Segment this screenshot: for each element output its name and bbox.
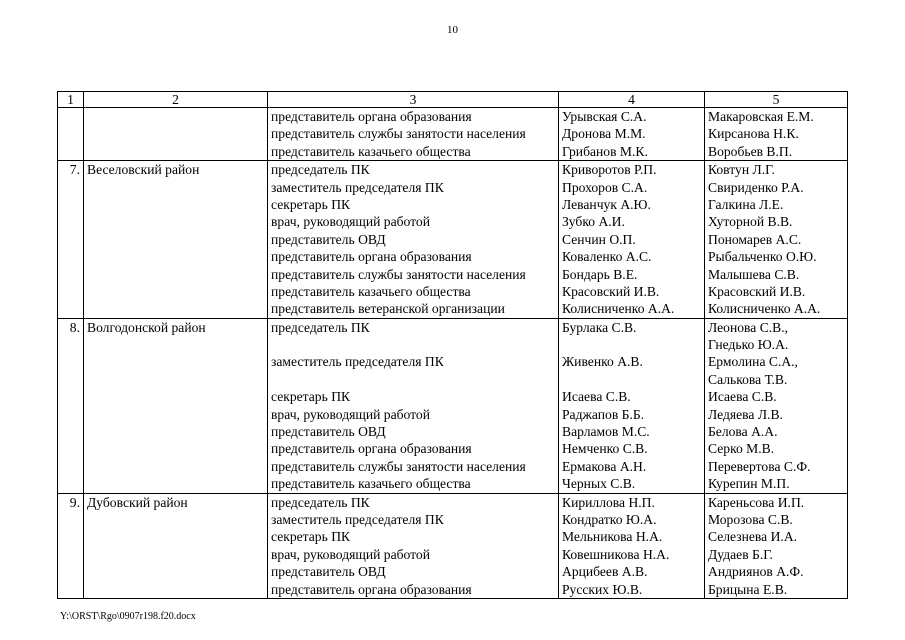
member-name: Ермакова А.Н. bbox=[562, 458, 647, 474]
reserve-name: Перевертова С.Ф. bbox=[708, 458, 811, 474]
header-col-1: 1 bbox=[58, 92, 84, 108]
role-line: председатель ПК bbox=[271, 162, 370, 178]
role-line: заместитель председателя ПК bbox=[271, 179, 444, 195]
reserve-name: Брицына Е.В. bbox=[708, 581, 788, 597]
reserve-cell bbox=[705, 161, 848, 319]
table-header-row bbox=[58, 92, 848, 108]
member-name: Кондратко Ю.А. bbox=[562, 511, 657, 527]
reserve-name: Ковтун Л.Г. bbox=[708, 162, 775, 178]
reserve-name: Андриянов А.Ф. bbox=[708, 564, 804, 580]
role-line: представитель казачьего общества bbox=[271, 476, 471, 492]
reserve-name: Пономарев А.С. bbox=[708, 231, 802, 247]
member-name: Черных С.В. bbox=[562, 476, 636, 492]
table-row bbox=[58, 108, 848, 161]
district-name: Дубовский район bbox=[84, 493, 268, 598]
role-line: представитель казачьего общества bbox=[271, 143, 471, 159]
role-line: секретарь ПК bbox=[271, 389, 351, 405]
district-name: Веселовский район bbox=[84, 161, 268, 319]
district-name bbox=[84, 108, 268, 161]
member-name: Зубко А.И. bbox=[562, 214, 625, 230]
reserve-name: Галкина Л.Е. bbox=[708, 196, 784, 212]
district-name: Волгодонской район bbox=[84, 318, 268, 493]
member-name: Дронова М.М. bbox=[562, 126, 646, 142]
member-name: Леванчук А.Ю. bbox=[562, 196, 651, 212]
page-number: 10 bbox=[447, 24, 458, 36]
role-line: представитель органа образования bbox=[271, 109, 472, 124]
reserve-name: Колисниченко А.А. bbox=[708, 301, 821, 317]
member-name: Исаева С.В. bbox=[562, 389, 631, 405]
member-name: Арцибеев А.В. bbox=[562, 564, 648, 580]
reserve-cell bbox=[705, 318, 848, 493]
footer-file-path: Y:\ORST\Rgo\0907r198.f20.docx bbox=[60, 611, 196, 622]
member-name bbox=[562, 336, 701, 353]
role-cell bbox=[268, 318, 559, 493]
header-col-4: 4 bbox=[559, 92, 705, 108]
member-name: Бондарь В.Е. bbox=[562, 266, 638, 282]
role-line: председатель ПК bbox=[271, 319, 370, 335]
role-line: представитель казачьего общества bbox=[271, 283, 471, 299]
role-line: представитель органа образования bbox=[271, 441, 472, 457]
reserve-name: Ермолина С.А., bbox=[708, 354, 798, 370]
role-line: врач, руководящий работой bbox=[271, 546, 430, 562]
role-line: секретарь ПК bbox=[271, 529, 351, 545]
role-line: врач, руководящий работой bbox=[271, 406, 430, 422]
role-line: представитель органа образования bbox=[271, 249, 472, 265]
commission-table bbox=[57, 91, 848, 599]
member-name: Ковешникова Н.А. bbox=[562, 546, 670, 562]
reserve-name: Морозова С.В. bbox=[708, 511, 793, 527]
role-cell bbox=[268, 161, 559, 319]
member-cell bbox=[559, 108, 705, 161]
role-line: заместитель председателя ПК bbox=[271, 354, 444, 370]
role-line: представитель службы занятости населения bbox=[271, 266, 526, 282]
member-name: Сенчин О.П. bbox=[562, 231, 636, 247]
member-name: Живенко А.В. bbox=[562, 354, 643, 370]
reserve-name: Макаровская Е.М. bbox=[708, 109, 814, 124]
reserve-name: Свириденко Р.А. bbox=[708, 179, 804, 195]
reserve-name: Белова А.А. bbox=[708, 424, 778, 440]
reserve-name: Кирсанова Н.К. bbox=[708, 126, 799, 142]
reserve-cell bbox=[705, 108, 848, 161]
reserve-name: Рыбальченко О.Ю. bbox=[708, 249, 817, 265]
reserve-name: Ледяева Л.В. bbox=[708, 406, 783, 422]
member-name: Грибанов М.К. bbox=[562, 143, 648, 159]
member-name bbox=[562, 371, 701, 388]
reserve-name: Селезнева И.А. bbox=[708, 529, 798, 545]
member-cell bbox=[559, 161, 705, 319]
header-col-2: 2 bbox=[84, 92, 268, 108]
member-name: Коваленко А.С. bbox=[562, 249, 652, 265]
member-name: Урывская С.А. bbox=[562, 109, 647, 124]
member-name: Прохоров С.А. bbox=[562, 179, 648, 195]
member-name: Варламов М.С. bbox=[562, 424, 650, 440]
reserve-name: Красовский И.В. bbox=[708, 283, 806, 299]
reserve-name: Малышева С.В. bbox=[708, 266, 800, 282]
role-cell bbox=[268, 493, 559, 598]
member-cell bbox=[559, 493, 705, 598]
role-line: представитель службы занятости населения bbox=[271, 458, 526, 474]
role-line: врач, руководящий работой bbox=[271, 214, 430, 230]
row-number: 7. bbox=[58, 161, 84, 319]
role-line bbox=[271, 371, 555, 388]
member-name: Колисниченко А.А. bbox=[562, 301, 675, 317]
reserve-cell bbox=[705, 493, 848, 598]
role-line: секретарь ПК bbox=[271, 196, 351, 212]
reserve-name: Дудаев Б.Г. bbox=[708, 546, 773, 562]
header-col-3: 3 bbox=[268, 92, 559, 108]
member-name: Русских Ю.В. bbox=[562, 581, 643, 597]
role-line: представитель службы занятости населения bbox=[271, 126, 526, 142]
member-name: Раджапов Б.Б. bbox=[562, 406, 645, 422]
table-row bbox=[58, 493, 848, 598]
role-line: председатель ПК bbox=[271, 494, 370, 510]
table-row bbox=[58, 161, 848, 319]
header-col-5: 5 bbox=[705, 92, 848, 108]
reserve-name: Салькова Т.В. bbox=[708, 371, 788, 387]
row-number: 9. bbox=[58, 493, 84, 598]
reserve-name: Гнедько Ю.А. bbox=[708, 337, 789, 353]
member-cell bbox=[559, 318, 705, 493]
member-name: Бурлака С.В. bbox=[562, 319, 637, 335]
member-name: Криворотов Р.П. bbox=[562, 162, 657, 178]
role-line: представитель ОВД bbox=[271, 231, 386, 247]
member-name: Красовский И.В. bbox=[562, 283, 660, 299]
reserve-name: Воробьев В.П. bbox=[708, 143, 793, 159]
reserve-name: Серко М.В. bbox=[708, 441, 775, 457]
reserve-name: Исаева С.В. bbox=[708, 389, 777, 405]
role-cell bbox=[268, 108, 559, 161]
role-line: представитель ветеранской организации bbox=[271, 301, 505, 317]
member-name: Мельникова Н.А. bbox=[562, 529, 663, 545]
member-name: Немченко С.В. bbox=[562, 441, 648, 457]
row-number bbox=[58, 108, 84, 161]
row-number: 8. bbox=[58, 318, 84, 493]
role-line: представитель органа образования bbox=[271, 581, 472, 597]
role-line: представитель ОВД bbox=[271, 424, 386, 440]
role-line: представитель ОВД bbox=[271, 564, 386, 580]
role-line bbox=[271, 336, 555, 353]
role-line: заместитель председателя ПК bbox=[271, 511, 444, 527]
reserve-name: Леонова С.В., bbox=[708, 319, 789, 335]
reserve-name: Кареньсова И.П. bbox=[708, 494, 805, 510]
reserve-name: Курепин М.П. bbox=[708, 476, 790, 492]
reserve-name: Хуторной В.В. bbox=[708, 214, 793, 230]
table-row bbox=[58, 318, 848, 493]
member-name: Кириллова Н.П. bbox=[562, 494, 655, 510]
